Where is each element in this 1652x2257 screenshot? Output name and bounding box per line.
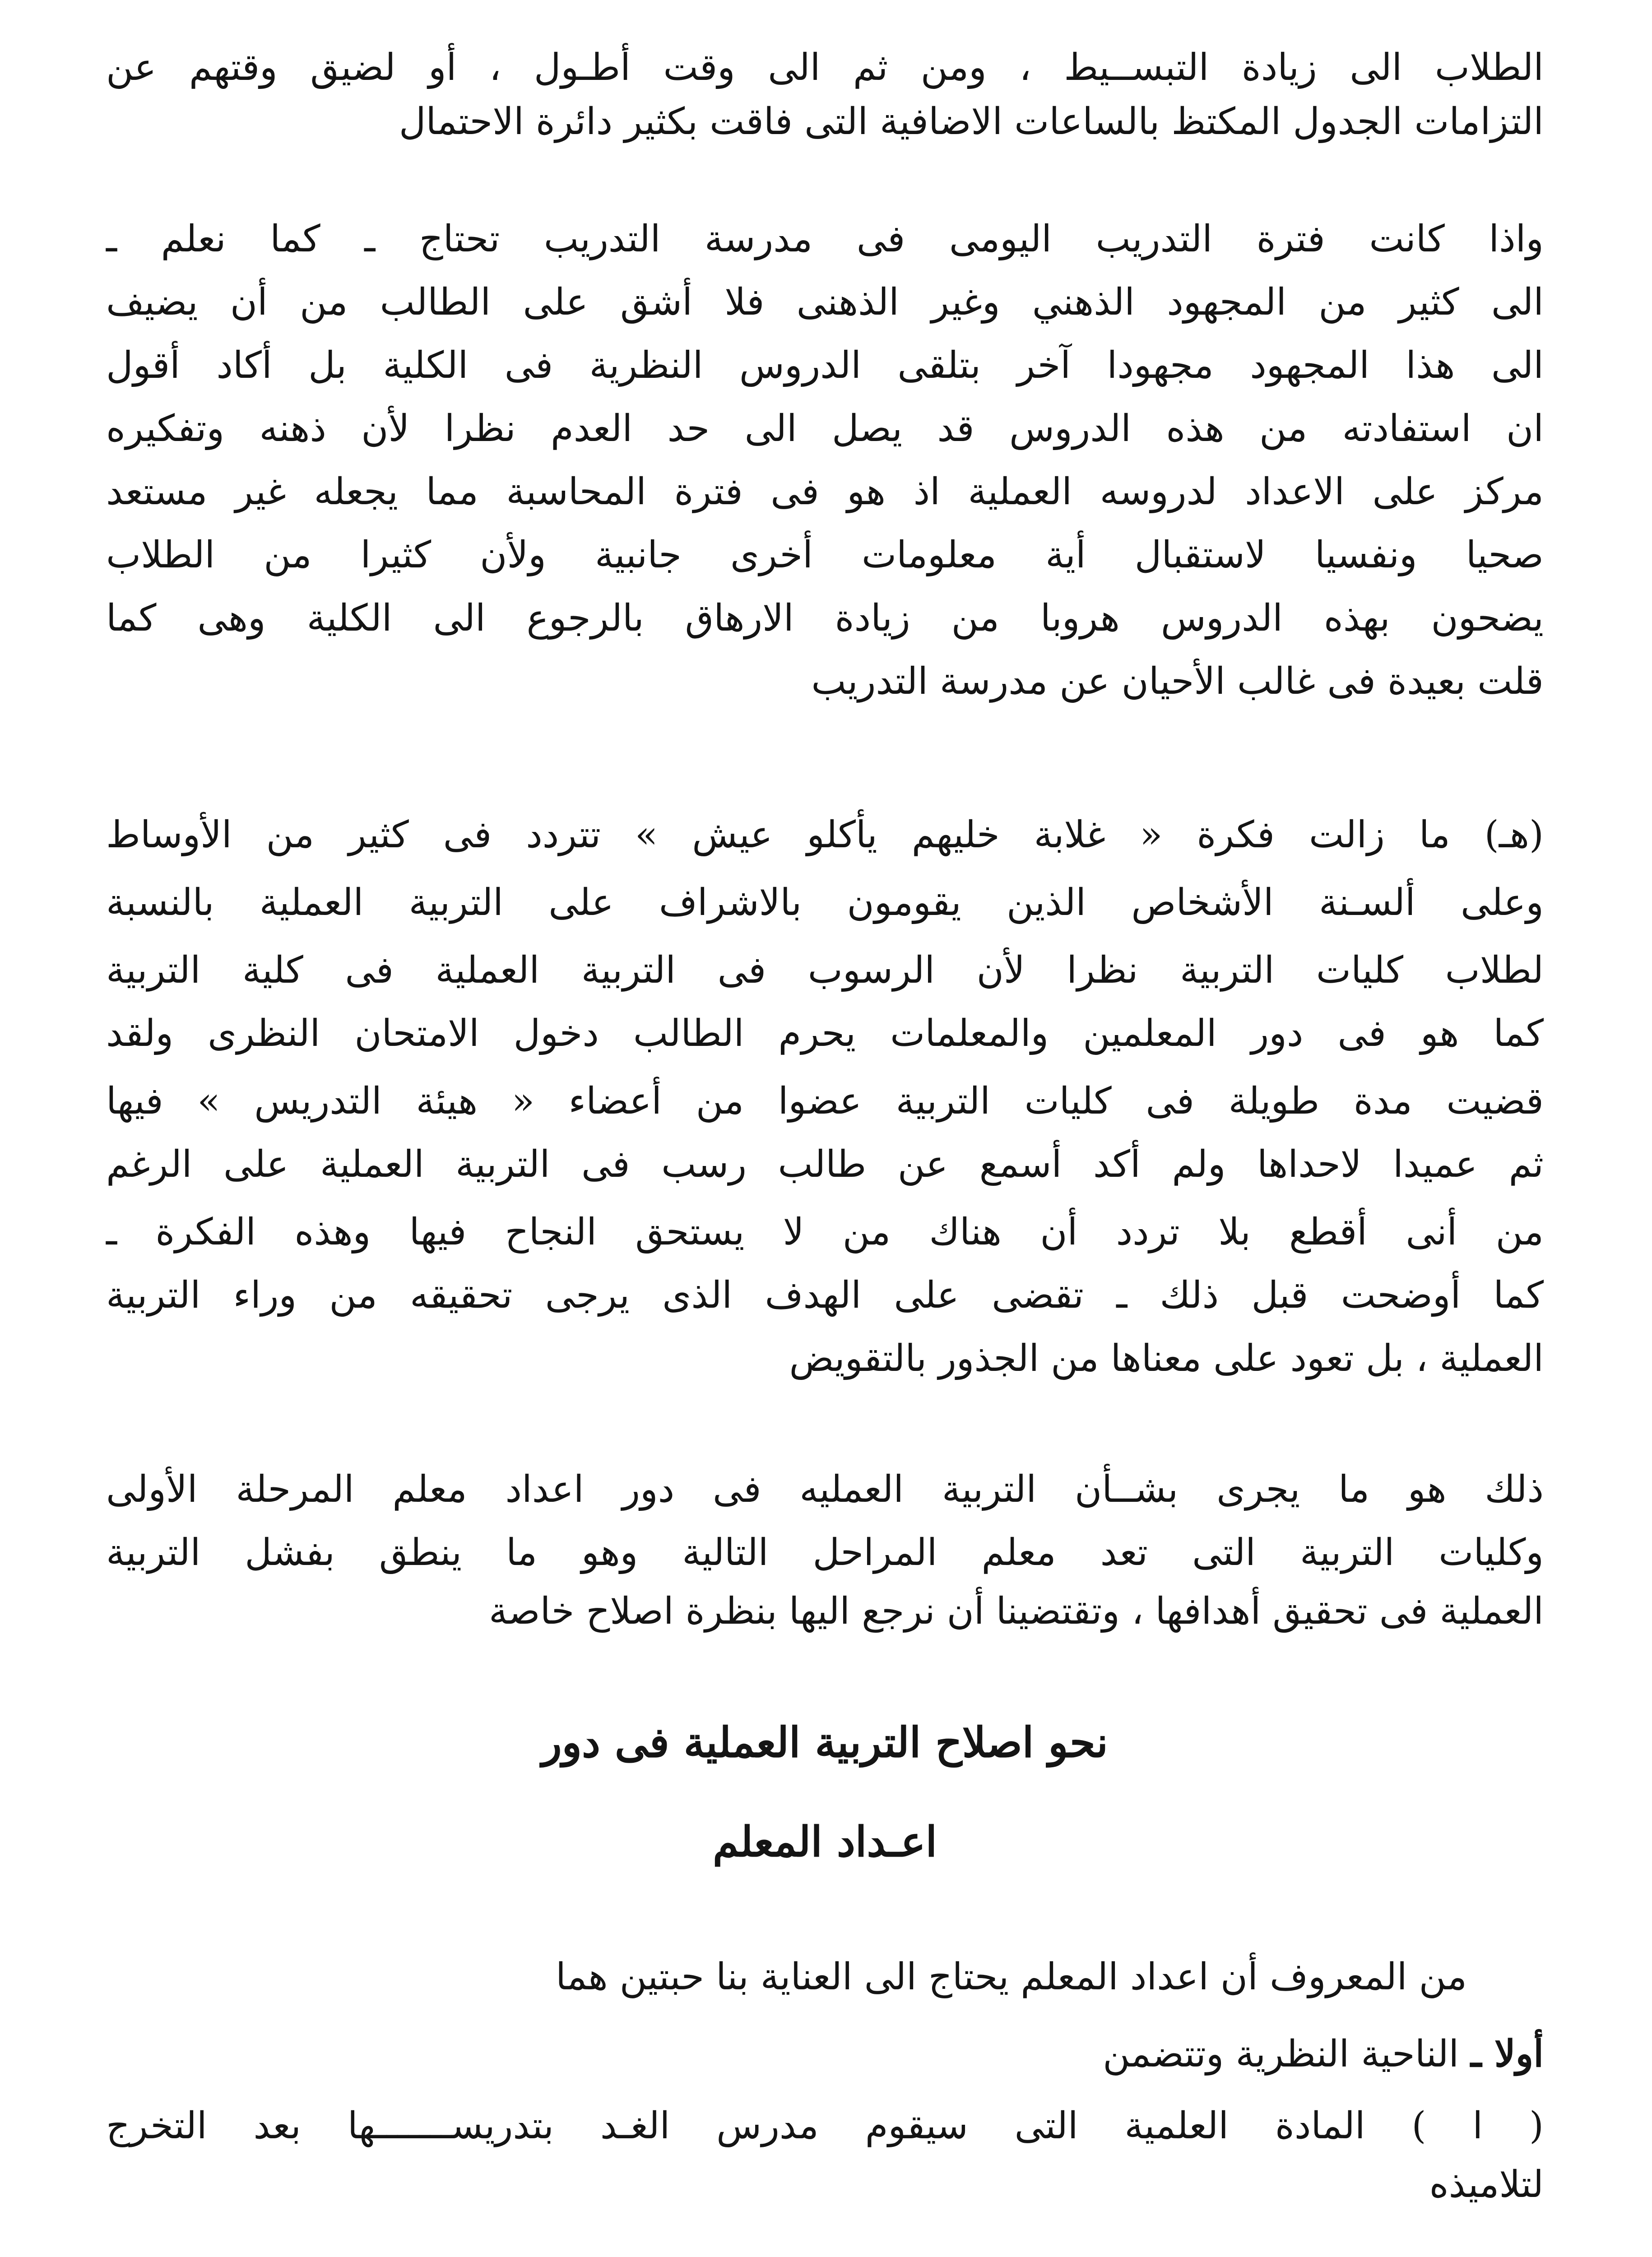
paragraph-2-line-2: الى كثير من المجهود الذهني وغير الذهنى فلا أشق على الطالب من أن يضيف [106, 281, 1544, 324]
paragraph-1-line-2: التزامات الجدول المكتظ بالساعات الاضافية التى فاقت بكثير دائرة الاحتمال [399, 100, 1544, 143]
paragraph-3-line-5: قضيت مدة طويلة فى كليات التربية عضوا من أعضاء « هيئة التدريس » فيها [106, 1080, 1544, 1123]
paragraph-2-line-6: صحيا ونفسيا لاستقبال أية معلومات أخرى جانبية ولأن كثيرا من الطلاب [106, 534, 1544, 576]
item-a-line-2: لتلاميذه [1429, 2163, 1544, 2206]
paragraph-2-line-3: الى هذا المجهود مجهودا آخر بتلقى الدروس النظرية فى الكلية بل أكاد أقول [106, 344, 1544, 387]
section-intro: من المعروف أن اعداد المعلم يحتاج الى العناية بنا حبتين هما [556, 1955, 1467, 1998]
paragraph-2-line-7: يضحون بهذه الدروس هروبا من زيادة الارهاق بالرجوع الى الكلية وهى كما [106, 597, 1544, 640]
section-heading-line-2: اعـداد المعلم [712, 1817, 937, 1866]
point-one-lead: أولا ـ [1471, 2032, 1544, 2076]
paragraph-4-line-2: وكليات التربية التى تعد معلم المراحل التالية وهو ما ينطق بفشل التربية [106, 1531, 1544, 1574]
paragraph-3-line-9: العملية ، بل تعود على معناها من الجذور بالتقويض [789, 1337, 1544, 1380]
paragraph-3-line-4: كما هو فى دور المعلمين والمعلمات يحرم الطالب دخول الامتحان النظرى ولقد [106, 1012, 1544, 1055]
paragraph-1-line-1: الطلاب الى زيادة التبســيط ، ومن ثم الى وقت أطـول ، أو لضيق وقتهم عن [106, 46, 1544, 89]
item-a-line-1: ( ا ) المادة العلمية التى سيقوم مدرس الغـد بتدريســـــــها بعد التخرج [106, 2104, 1544, 2147]
paragraph-4-line-1: ذلك هو ما يجرى بشــأن التربية العمليه فى دور اعداد معلم المرحلة الأولى [106, 1468, 1544, 1511]
paragraph-3-line-3: لطلاب كليات التربية نظرا لأن الرسوب فى التربية العملية فى كلية التربية [106, 949, 1544, 992]
paragraph-3-line-8: كما أوضحت قبل ذلك ـ تقضى على الهدف الذى يرجى تحقيقه من وراء التربية [106, 1274, 1544, 1317]
paragraph-3-line-6: ثم عميدا لاحداها ولم أكد أسمع عن طالب رسب فى التربية العملية على الرغم [106, 1143, 1544, 1186]
paragraph-3-line-1: (هـ) ما زالت فكرة « غلابة خليهم يأكلو عيش » تتردد فى كثير من الأوساط [106, 813, 1544, 856]
paragraph-4-line-3: العملية فى تحقيق أهدافها ، وتقتضينا أن نرجع اليها بنظرة اصلاح خاصة [489, 1590, 1544, 1633]
section-heading-line-1: نحو اصلاح التربية العملية فى دور [542, 1718, 1108, 1767]
paragraph-2-line-1: واذا كانت فترة التدريب اليومى فى مدرسة التدريب تحتاج ـ كما نعلم ـ [106, 218, 1544, 260]
paragraph-3-line-7: من أنى أقطع بلا تردد أن هناك من لا يستحق النجاح فيها وهذه الفكرة ـ [106, 1211, 1544, 1254]
document-page [106, 41, 1544, 2257]
point-one [106, 2027, 1544, 2081]
paragraph-3-line-2: وعلى ألسـنة الأشخاص الذين يقومون بالاشراف على التربية العملية بالنسبة [106, 881, 1544, 924]
paragraph-2-line-5: مركز على الاعداد لدروسه العملية اذ هو فى فترة المحاسبة مما يجعله غير مستعد [106, 470, 1544, 513]
point-one-text: الناحية النظرية وتتضمن [1103, 2033, 1471, 2076]
paragraph-2-line-4: ان استفادته من هذه الدروس قد يصل الى حد العدم نظرا لأن ذهنه وتفكيره [106, 407, 1544, 450]
paragraph-2-line-8: قلت بعيدة فى غالب الأحيان عن مدرسة التدريب [811, 660, 1544, 703]
